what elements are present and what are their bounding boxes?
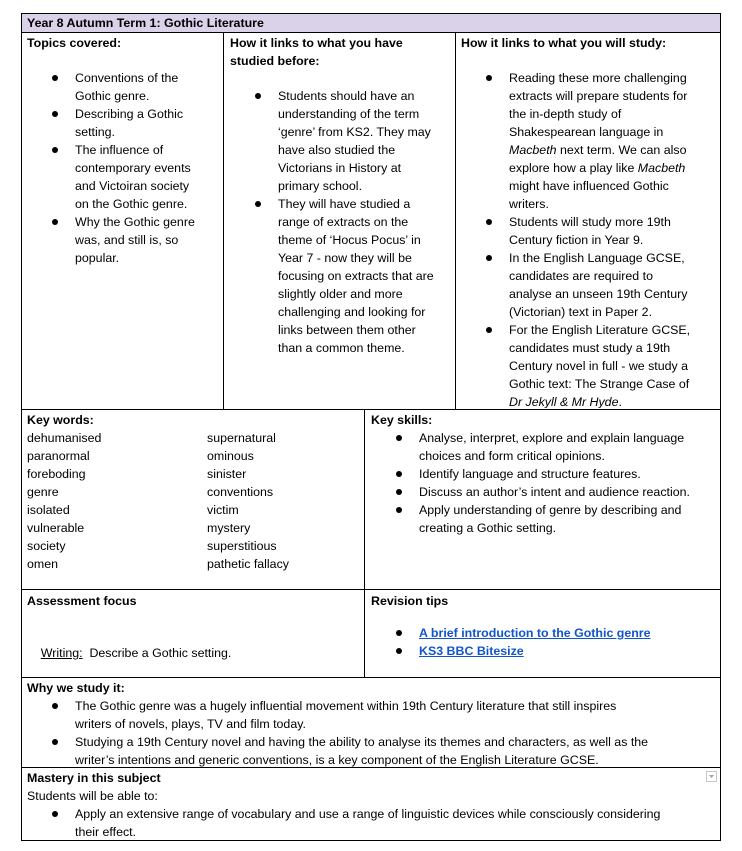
list-item: Why the Gothic genre was, and still is, so popular. [75,213,222,267]
keyword: victim [207,503,239,517]
keyword: paranormal [27,449,90,463]
bullet-icon [486,75,492,81]
keyword: genre [27,485,59,499]
revision-cell [365,590,720,677]
will-study-heading: How it links to what you will study: [461,36,667,50]
bullet-icon [486,327,492,333]
list-item: The Gothic genre was a hugely influential movement within 19th Century literature that still inspires writers of novels, plays, TV and film today. [75,697,715,733]
keyword: pathetic fallacy [207,557,289,571]
list-item: Apply an extensive range of vocabulary and use a range of linguistic devices while consciously considering their effect. [75,805,715,840]
skills-list [419,429,719,537]
topics-list [75,69,222,267]
before-cell [224,34,455,408]
bullet-icon [255,93,261,99]
keyword: ominous [207,449,254,463]
before-list [278,87,453,357]
bullet-icon [396,630,402,636]
bullet-icon [486,219,492,225]
assessment-label: Writing: [40,646,83,660]
bullet-icon [396,648,402,654]
revision-list [419,624,719,660]
bullet-icon [396,489,402,495]
list-item: Identify language and structure features. [419,465,719,483]
mastery-list [75,805,715,840]
list-item: Apply understanding of genre by describing and creating a Gothic setting. [419,501,719,537]
topics-heading: Topics covered: [27,36,122,50]
list-item: Reading these more challenging extracts will prepare students for the in-depth study of Shakespearean language in Macbeth next term. We can also explore how a play like Macbeth might have influenced Gothic writers. [509,69,719,213]
list-item: Discuss an author’s intent and audience reaction. [419,483,719,501]
keyword: sinister [207,467,247,481]
list-item: Students will study more 19th Century fiction in Year 9. [509,213,719,249]
keyword: mystery [207,521,251,535]
bullet-icon [255,201,261,207]
why-heading: Why we study it: [27,681,125,695]
skills-cell [365,410,720,589]
keywords-col-2 [207,429,289,573]
list-item: Studying a 19th Century novel and having the ability to analyse its themes and characters, as well as the writer’s intentions and generic conventions, is a key component of the English Literature GCSE. [75,733,715,767]
assessment-cell [22,590,364,677]
list-item: The influence of contemporary events and Victoiran society on the Gothic genre. [75,141,222,213]
keyword: supernatural [207,431,276,445]
list-item: Students should have an understanding of the term ‘genre’ from KS2. They may have also studied the Victorians in History at primary school. [278,87,453,195]
keyword: conventions [207,485,274,499]
mastery-intro: Students will be able to: [27,789,158,803]
bullet-icon [486,255,492,261]
gothic-intro-link[interactable]: A brief introduction to the Gothic genre [419,626,651,640]
bullet-icon [52,811,58,817]
bullet-icon [52,703,58,709]
keyword: omen [27,557,58,571]
bullet-icon [52,75,58,81]
assessment-text: Writing: Describe a Gothic setting. [40,646,232,660]
table-border-right [720,13,721,841]
mastery-cell [22,768,720,840]
will-study-list [509,69,719,408]
keyword: society [27,539,66,553]
keywords-cell [22,410,364,589]
list-item: They will have studied a range of extracts on the theme of ‘Hocus Pocus’ in Year 7 - now they will be focusing on extracts that are slightly older and more challenging and looking for links between them other than a common theme. [278,195,453,357]
title-bar [21,13,721,33]
bbc-bitesize-link[interactable]: KS3 BBC Bitesize [419,644,524,658]
table-border-bottom [21,840,721,841]
bullet-icon [52,739,58,745]
keyword: superstitious [207,539,277,553]
keyword: dehumanised [27,431,102,445]
why-cell [22,678,720,767]
dropdown-toggle[interactable] [706,771,717,782]
keyword: foreboding [27,467,86,481]
list-item: In the English Language GCSE, candidates are required to analyse an unseen 19th Century (Victorian) text in Paper 2. [509,249,719,321]
list-item: Analyse, interpret, explore and explain language choices and form critical opinions. [419,429,719,465]
bullet-icon [52,147,58,153]
bullet-icon [52,219,58,225]
revision-heading: Revision tips [371,594,449,608]
keyword: vulnerable [27,521,85,535]
bullet-icon [396,507,402,513]
list-item: Describing a Gothic setting. [75,105,222,141]
will-study-cell [456,34,720,408]
topics-cell [22,34,222,408]
chevron-down-icon [707,772,716,781]
list-item: Conventions of the Gothic genre. [75,69,222,105]
bullet-icon [396,435,402,441]
bullet-icon [396,471,402,477]
assessment-heading: Assessment focus [27,594,137,608]
list-item: For the English Literature GCSE, candidates must study a 19th Century novel in full - we study a Gothic text: The Strange Case of Dr Jekyll & Mr Hyde. [509,321,719,408]
page-title: Year 8 Autumn Term 1: Gothic Literature [27,16,264,30]
keyword: isolated [27,503,70,517]
list-item [419,642,719,660]
list-item [419,624,719,642]
skills-heading: Key skills: [371,413,433,427]
why-list [75,697,715,767]
mastery-heading: Mastery in this subject [27,771,161,785]
keywords-col-1 [27,429,101,573]
keywords-heading: Key words: [27,413,94,427]
bullet-icon [52,111,58,117]
before-heading: How it links to what you have studied before: [230,36,403,68]
